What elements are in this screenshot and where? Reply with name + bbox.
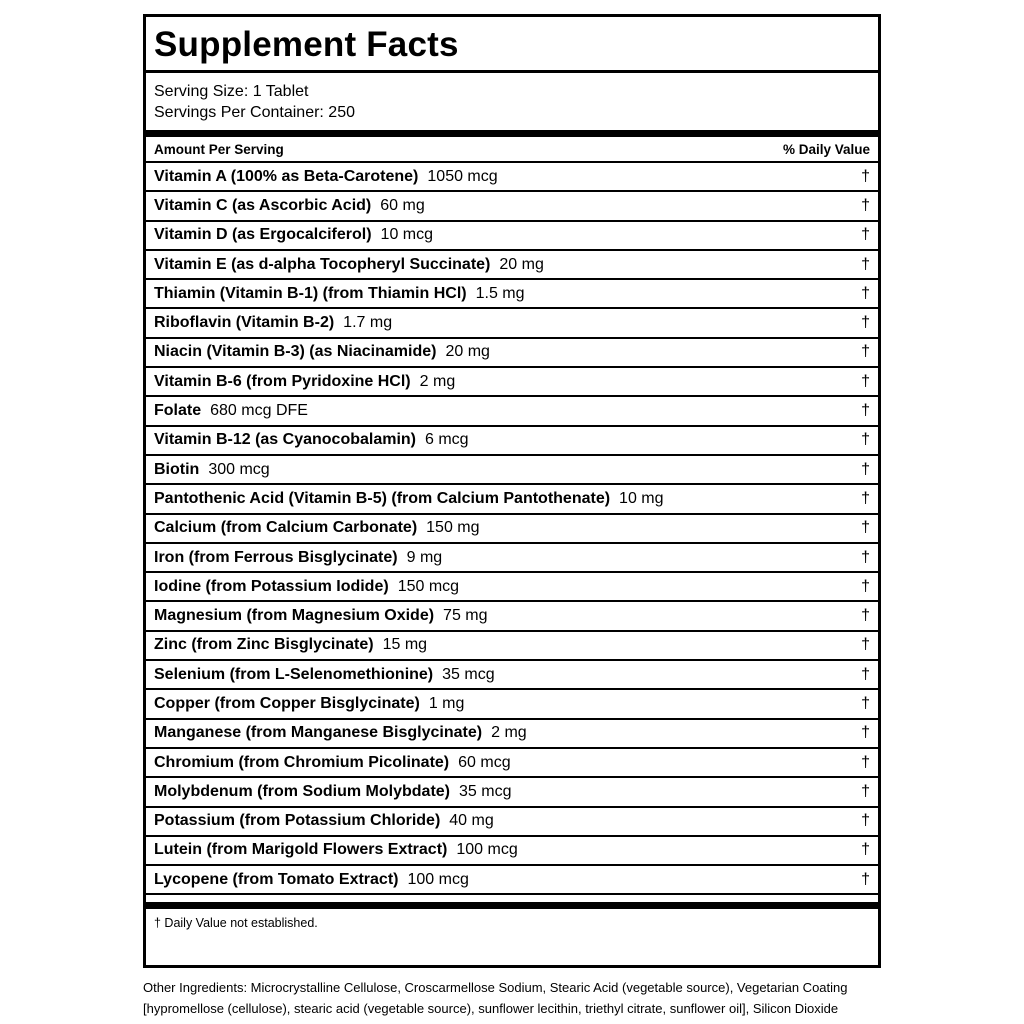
nutrient-name: Vitamin B-6 (from Pyridoxine HCl): [154, 372, 411, 390]
daily-value: †: [861, 841, 870, 859]
nutrient-row: [146, 690, 878, 719]
nutrient-name: Niacin (Vitamin B-3) (as Niacinamide): [154, 343, 437, 361]
table-header: [146, 137, 878, 163]
daily-value: †: [861, 548, 870, 566]
nutrient-row: [146, 222, 878, 251]
other-ingredients: Other Ingredients: Microcrystalline Cellulose, Croscarmellose Sodium, Stearic Acid (vegetable source), Vegetarian Coating [hypromellose (cellulose), stearic acid (vegetable source), sunflower lecithin, triethyl citrate, sunflower oil], Silicon Dioxide: [143, 980, 848, 1016]
daily-value: †: [861, 724, 870, 742]
nutrient-row: [146, 720, 878, 749]
supplement-facts-panel: [143, 14, 881, 968]
daily-value: †: [861, 519, 870, 537]
nutrient-amount: 9 mg: [406, 548, 443, 566]
nutrient-entry: [154, 871, 469, 889]
daily-value: †: [861, 314, 870, 332]
nutrient-name: Selenium (from L-Selenomethionine): [154, 665, 434, 683]
nutrient-entry: [154, 256, 544, 274]
daily-value: †: [861, 226, 870, 244]
nutrient-row: [146, 192, 878, 221]
nutrient-name: Vitamin E (as d-alpha Tocopheryl Succinate): [154, 255, 491, 273]
nutrient-amount: 40 mg: [449, 812, 494, 830]
header-daily-value: % Daily Value: [782, 141, 870, 157]
nutrient-row: [146, 778, 878, 807]
spacer: [146, 895, 878, 902]
nutrient-name: Manganese (from Manganese Bisglycinate): [154, 724, 483, 742]
thick-divider: [146, 130, 878, 137]
nutrient-row: [146, 515, 878, 544]
nutrient-row: [146, 837, 878, 866]
nutrient-name: Biotin: [154, 460, 200, 478]
footnote: † Daily Value not established.: [154, 916, 318, 931]
daily-value: †: [861, 694, 870, 712]
nutrient-amount: 100 mcg: [456, 841, 518, 859]
nutrient-name: Molybdenum (from Sodium Molybdate): [154, 782, 450, 800]
nutrient-entry: [154, 226, 433, 244]
nutrient-entry: [154, 607, 488, 625]
nutrient-row: [146, 368, 878, 397]
nutrient-entry: [154, 402, 308, 420]
nutrient-entry: [154, 695, 464, 713]
nutrient-name: Calcium (from Calcium Carbonate): [154, 519, 418, 537]
nutrient-entry: [154, 490, 664, 508]
nutrient-row: [146, 280, 878, 309]
thick-divider-bottom: [146, 902, 878, 909]
nutrient-name: Zinc (from Zinc Bisglycinate): [154, 636, 374, 654]
nutrient-amount: 2 mg: [491, 724, 527, 742]
nutrient-name: Vitamin B-12 (as Cyanocobalamin): [154, 431, 416, 449]
daily-value: †: [861, 196, 870, 214]
nutrient-row: [146, 339, 878, 368]
nutrient-amount: 1 mg: [428, 694, 465, 712]
daily-value: †: [861, 167, 870, 185]
nutrient-name: Vitamin A (100% as Beta-Carotene): [154, 167, 419, 185]
daily-value: †: [861, 607, 870, 625]
nutrient-amount: 1.5 mg: [475, 284, 525, 302]
nutrient-name: Potassium (from Potassium Chloride): [154, 812, 441, 830]
nutrient-amount: 75 mg: [443, 607, 488, 625]
nutrient-amount: 35 mcg: [442, 665, 495, 683]
nutrient-amount: 10 mcg: [380, 226, 434, 244]
header-amount-per-serving: Amount Per Serving: [154, 141, 284, 157]
nutrient-name: Chromium (from Chromium Picolinate): [154, 753, 450, 771]
nutrient-amount: 2 mg: [419, 372, 456, 390]
nutrient-row: [146, 808, 878, 837]
nutrient-entry: [154, 197, 425, 215]
nutrient-row: [146, 602, 878, 631]
daily-value: †: [861, 489, 870, 507]
nutrient-amount: 1050 mcg: [427, 167, 498, 185]
daily-value: †: [861, 812, 870, 830]
nutrient-entry: [154, 578, 459, 596]
daily-value: †: [861, 402, 870, 420]
nutrient-amount: 100 mcg: [407, 870, 469, 888]
nutrient-entry: [154, 285, 525, 303]
nutrient-entry: [154, 519, 480, 537]
daily-value: †: [861, 636, 870, 654]
nutrient-name: Lycopene (from Tomato Extract): [154, 870, 399, 888]
nutrient-entry: [154, 343, 490, 361]
nutrient-entry: [154, 461, 270, 479]
nutrient-amount: 300 mcg: [208, 460, 270, 478]
nutrient-row: [146, 456, 878, 485]
nutrient-amount: 60 mcg: [458, 753, 511, 771]
nutrient-name: Magnesium (from Magnesium Oxide): [154, 607, 435, 625]
nutrient-name: Lutein (from Marigold Flowers Extract): [154, 841, 448, 859]
panel-title: Supplement Facts: [146, 17, 878, 73]
nutrient-row: [146, 632, 878, 661]
nutrient-amount: 150 mg: [426, 519, 480, 537]
serving-size: Serving Size: 1 Tablet: [154, 83, 309, 100]
servings-per-container: Servings Per Container: 250: [154, 104, 355, 121]
serving-info: [146, 73, 878, 130]
nutrient-name: Folate: [154, 402, 202, 420]
nutrient-entry: [154, 636, 427, 654]
nutrient-name: Pantothenic Acid (Vitamin B-5) (from Calcium Pantothenate): [154, 489, 611, 507]
nutrient-row: [146, 427, 878, 456]
nutrient-amount: 20 mg: [499, 255, 544, 273]
nutrient-row: [146, 163, 878, 192]
nutrient-amount: 680 mcg DFE: [210, 402, 308, 420]
nutrient-name: Copper (from Copper Bisglycinate): [154, 694, 420, 712]
nutrient-amount: 20 mg: [445, 343, 490, 361]
nutrient-name: Thiamin (Vitamin B-1) (from Thiamin HCl): [154, 284, 467, 302]
nutrient-name: Riboflavin (Vitamin B-2): [154, 314, 335, 332]
nutrient-amount: 35 mcg: [459, 782, 512, 800]
nutrient-entry: [154, 841, 518, 859]
nutrient-amount: 1.7 mg: [343, 314, 393, 332]
nutrient-row: [146, 309, 878, 338]
nutrient-row: [146, 661, 878, 690]
nutrient-row: [146, 251, 878, 280]
nutrient-entry: [154, 373, 455, 391]
nutrient-amount: 6 mcg: [425, 431, 469, 449]
nutrient-row: [146, 485, 878, 514]
nutrient-entry: [154, 549, 442, 567]
nutrient-entry: [154, 431, 469, 449]
nutrient-name: Vitamin D (as Ergocalciferol): [154, 226, 372, 244]
daily-value: †: [861, 284, 870, 302]
nutrient-list: [146, 163, 878, 895]
nutrient-amount: 15 mg: [382, 636, 428, 654]
daily-value: †: [861, 870, 870, 888]
nutrient-name: Iron (from Ferrous Bisglycinate): [154, 548, 398, 566]
nutrient-entry: [154, 783, 511, 801]
nutrient-entry: [154, 314, 392, 332]
daily-value: †: [861, 782, 870, 800]
nutrient-row: [146, 397, 878, 426]
daily-value: †: [861, 431, 870, 449]
nutrient-row: [146, 573, 878, 602]
nutrient-entry: [154, 812, 494, 830]
nutrient-entry: [154, 724, 527, 742]
nutrient-entry: [154, 666, 495, 684]
nutrient-amount: 150 mcg: [397, 577, 460, 595]
nutrient-name: Iodine (from Potassium Iodide): [154, 577, 389, 595]
daily-value: †: [861, 577, 870, 595]
nutrient-amount: 10 mg: [619, 489, 664, 507]
nutrient-row: [146, 866, 878, 895]
daily-value: †: [861, 753, 870, 771]
daily-value: †: [861, 372, 870, 390]
nutrient-row: [146, 544, 878, 573]
daily-value: †: [861, 460, 870, 478]
daily-value: †: [861, 665, 870, 683]
nutrient-entry: [154, 168, 498, 186]
daily-value: †: [861, 343, 870, 361]
nutrient-amount: 60 mg: [380, 196, 425, 214]
daily-value: †: [861, 255, 870, 273]
nutrient-entry: [154, 754, 511, 772]
nutrient-row: [146, 749, 878, 778]
nutrient-name: Vitamin C (as Ascorbic Acid): [154, 196, 372, 214]
